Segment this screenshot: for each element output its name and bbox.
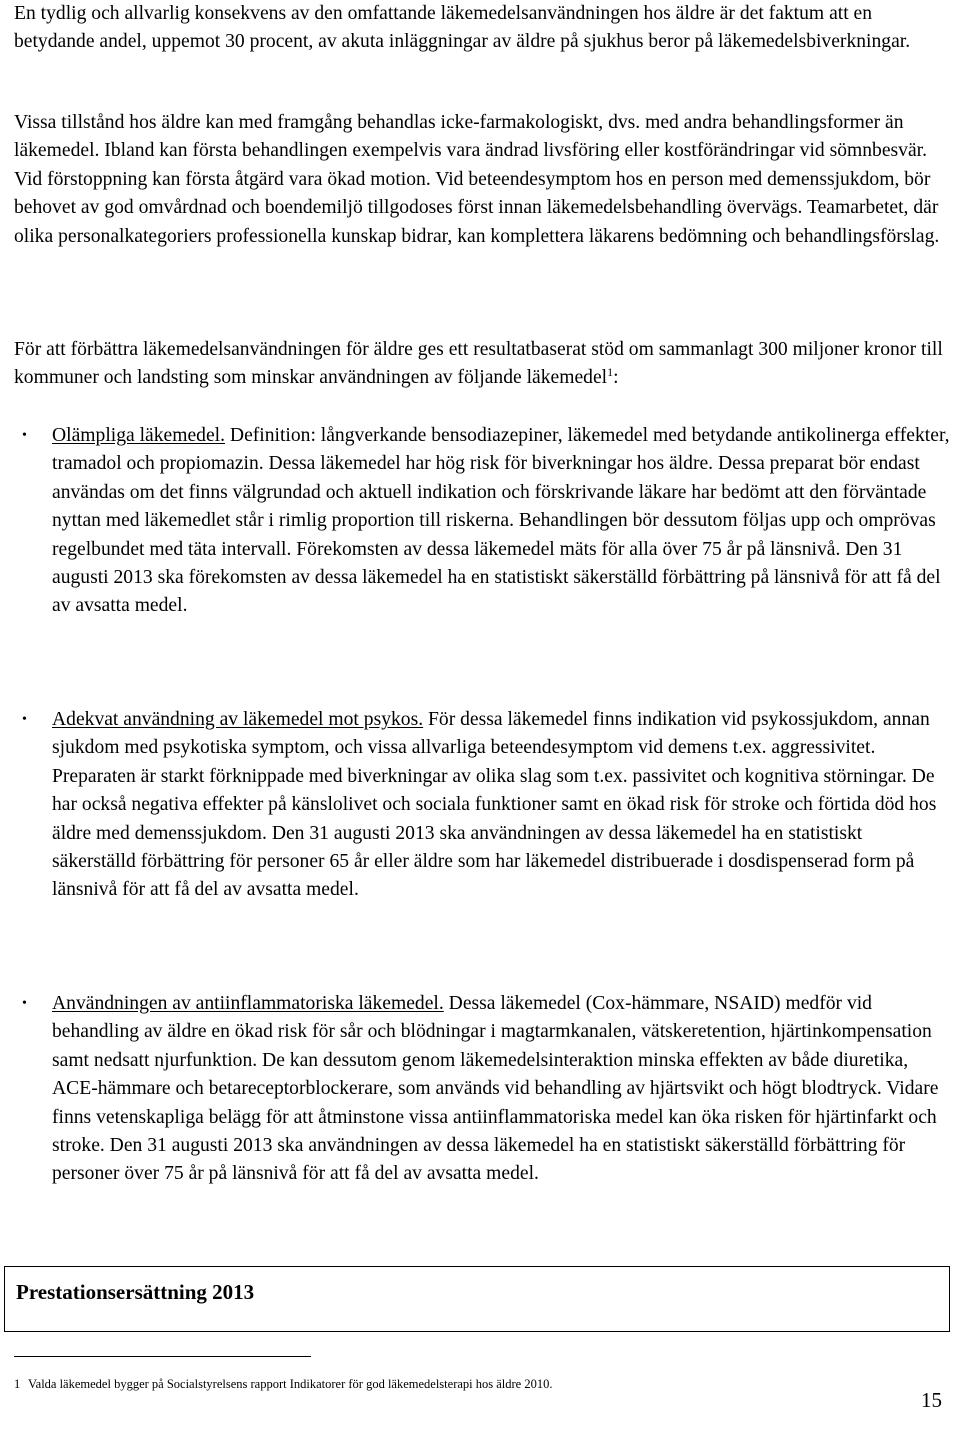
bullet-glyph: • xyxy=(22,996,27,1011)
section-heading-box xyxy=(4,1266,950,1332)
footnote-text: Valda läkemedel bygger på Socialstyrelsens rapport Indikatorer för god läkemedelsterapi hos äldre 2010. xyxy=(28,1377,553,1391)
intro-paragraph-1: En tydlig och allvarlig konsekvens av den omfattande läkemedelsanvändningen hos äldre är det faktum att en betydande andel, uppemot 30 procent, av akuta inläggningar av äldre på sjukhus beror på läkemedelsbiverkningar. xyxy=(14,3,911,53)
footnote-reference[interactable]: 1 xyxy=(607,365,614,380)
bullet-glyph: • xyxy=(22,712,27,727)
intro-paragraph-3 xyxy=(14,336,949,393)
footnote xyxy=(14,1376,552,1392)
bullet-text xyxy=(52,422,950,621)
bullet-body: För dessa läkemedel finns indikation vid psykossjukdom, annan sjukdom med psykotiska symptom, och vissa allvarliga beteendesymptom vid demens t.ex. aggressivitet. Preparaten är starkt förknippade med biverkningar av olika slag som t.ex. passivitet och kognitiva störningar. De har också negativa effekter på känslolivet och sociala funktioner samt en ökad risk för stroke och förtida död hos äldre med demenssjukdom. Den 31 augusti 2013 ska användningen av dessa läkemedel ha en statistiskt säkerställd förbättring för personer 65 år eller äldre som har läkemedel distribuerade i dosdispenserad form på länsnivå för att få del av avsatta medel. xyxy=(52,709,937,901)
bullet-body: Dessa läkemedel (Cox-hämmare, NSAID) medför vid behandling av äldre en ökad risk för sår och blödningar i magtarmkanalen, vätskeretention, hjärtinkompensation samt nedsatt njurfunktion. De kan dessutom genom läkemedelsinteraktion minska effekten av både diuretika, ACE-hämmare och betareceptorblockerare, som används vid behandling av hjärtsvikt och högt blodtryck. Vidare finns vetenskapliga belägg för att åtminstone vissa antiinflammatoriska medel kan öka risken för hjärtinfarkt och stroke. Den 31 augusti 2013 ska användningen av dessa läkemedel ha en statistiskt säkerställd förbättring för personer över 75 år på länsnivå för att få del av avsatta medel. xyxy=(52,993,939,1185)
bullet-heading: Adekvat användning av läkemedel mot psykos. xyxy=(52,709,424,730)
bullet-glyph: • xyxy=(22,428,27,443)
footnote-separator xyxy=(14,1356,311,1357)
footnote-number: 1 xyxy=(14,1377,21,1391)
bullet-body: Definition: långverkande bensodiazepiner, läkemedel med betydande antikolinerga effekter, tramadol och propiomazin. Dessa läkemedel har hög risk för biverkningar hos äldre. Dessa preparat bör endast användas om det finns välgrundad och aktuell indikation och förskrivande läkare har bedömt att den förväntade nyttan med läkemedlet står i rimlig proportion till riskerna. Behandlingen bör dessutom följas upp och omprövas regelbundet med täta intervall. Förekomsten av dessa läkemedel mäts för alla över 75 år på länsnivå. Den 31 augusti 2013 ska förekomsten av dessa läkemedel ha en statistiskt säkerställd förbättring på länsnivå för att få del av avsatta medel. xyxy=(52,425,950,617)
page-number: 15 xyxy=(921,1388,942,1412)
bullet-text xyxy=(52,990,950,1189)
section-heading: Prestationsersättning 2013 xyxy=(16,1280,255,1304)
intro-paragraph-3-text: För att förbättra läkemedelsanvändningen för äldre ges ett resultatbaserat stöd om sammanlagt 300 miljoner kronor till kommuner och landsting som minskar användningen av följande läkemedel xyxy=(14,339,943,389)
intro-paragraph-3-tail: : xyxy=(613,367,619,389)
intro-paragraph-2: Vissa tillstånd hos äldre kan med framgång behandlas icke-farmakologiskt, dvs. med andra behandlingsformer än läkemedel. Ibland kan första behandlingen exempelvis vara ändrad livsföring eller kostförändringar vid sömnbesvär. Vid förstoppning kan första åtgärd vara ökad motion. Vid beteendesymptom hos en person med demenssjukdom, bör behovet av god omvårdnad och boendemiljö tillgodoses först innan läkemedelsbehandling övervägs. Teamarbetet, där olika personalkategoriers professionella kunskap bidrar, kan komplettera läkarens bedömning och behandlingsförslag. xyxy=(14,112,940,247)
bullet-text xyxy=(52,706,950,905)
bullet-heading: Olämpliga läkemedel. xyxy=(52,425,226,446)
bullet-heading: Användningen av antiinflammatoriska läkemedel. xyxy=(52,993,444,1014)
